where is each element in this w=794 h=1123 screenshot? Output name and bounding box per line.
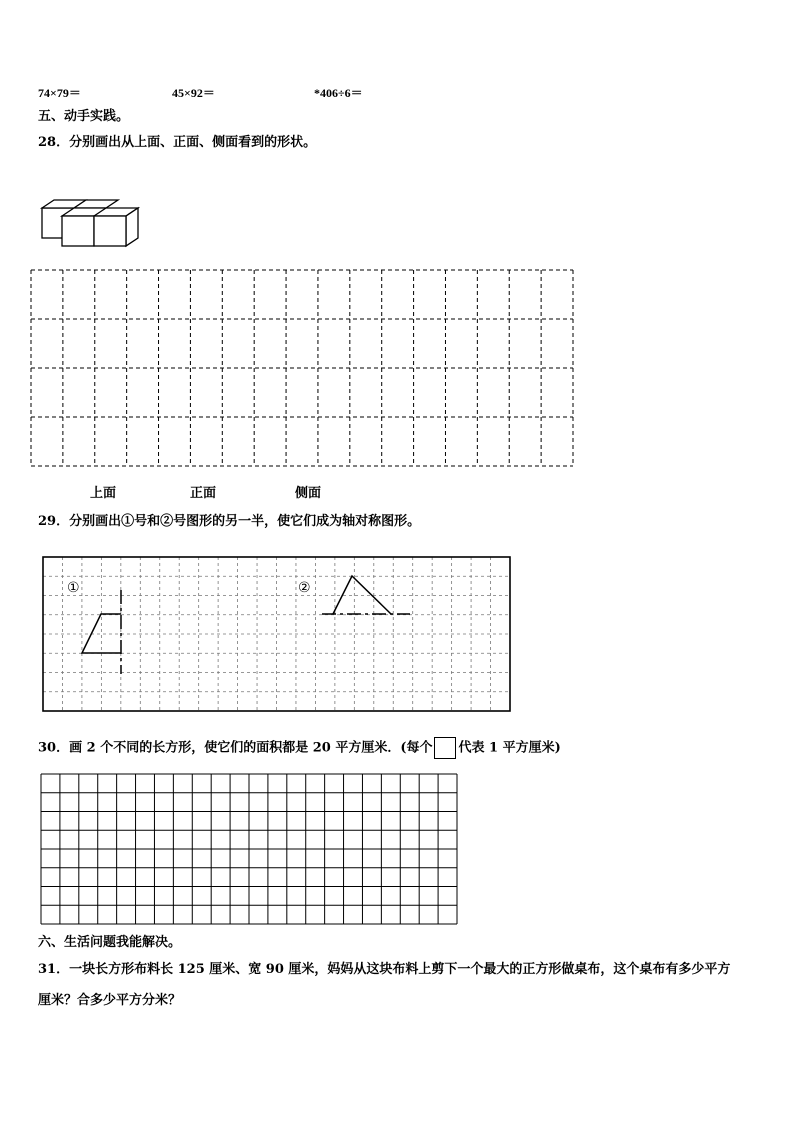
unit-square-icon <box>434 737 456 759</box>
section-5-title: 五、动手实践。 <box>38 109 130 124</box>
view-label-top: 上面 <box>90 486 117 501</box>
question-30-text <box>38 737 561 759</box>
view-label-side: 侧面 <box>295 486 322 501</box>
calc-74x79: 74×79＝ <box>38 86 81 100</box>
section-6-title: 六、生活问题我能解决。 <box>38 935 182 950</box>
rectangle-drawing-grid[interactable] <box>40 773 458 925</box>
figure-2-half-triangle <box>333 576 391 614</box>
symmetry-grid[interactable] <box>42 556 511 712</box>
figure-2-label: ② <box>298 580 311 596</box>
cube-figure <box>38 196 148 251</box>
calc-45x92: 45×92＝ <box>172 86 215 100</box>
figure-1-label: ① <box>67 580 80 596</box>
question-29-text: 29．分别画出①号和②号图形的另一半，使它们成为轴对称图形。 <box>38 514 421 529</box>
view-label-front: 正面 <box>190 486 217 501</box>
question-30-text-after: 代表 1 平方厘米) <box>458 740 561 756</box>
question-30-text-before: 30．画 2 个不同的长方形，使它们的面积都是 20 平方厘米．(每个 <box>38 740 433 756</box>
question-28-text: 28．分别画出从上面、正面、侧面看到的形状。 <box>38 135 317 150</box>
question-31-line-2: 厘米？合多少平方分米？ <box>38 993 182 1008</box>
question-31-line-1: 31．一块长方形布料长 125 厘米、宽 90 厘米，妈妈从这块布料上剪下一个最大的正方形做桌布，这个桌布有多少平方 <box>38 962 731 977</box>
calc-406div6: *406÷6＝ <box>314 86 363 100</box>
view-drawing-grid[interactable] <box>30 269 574 467</box>
